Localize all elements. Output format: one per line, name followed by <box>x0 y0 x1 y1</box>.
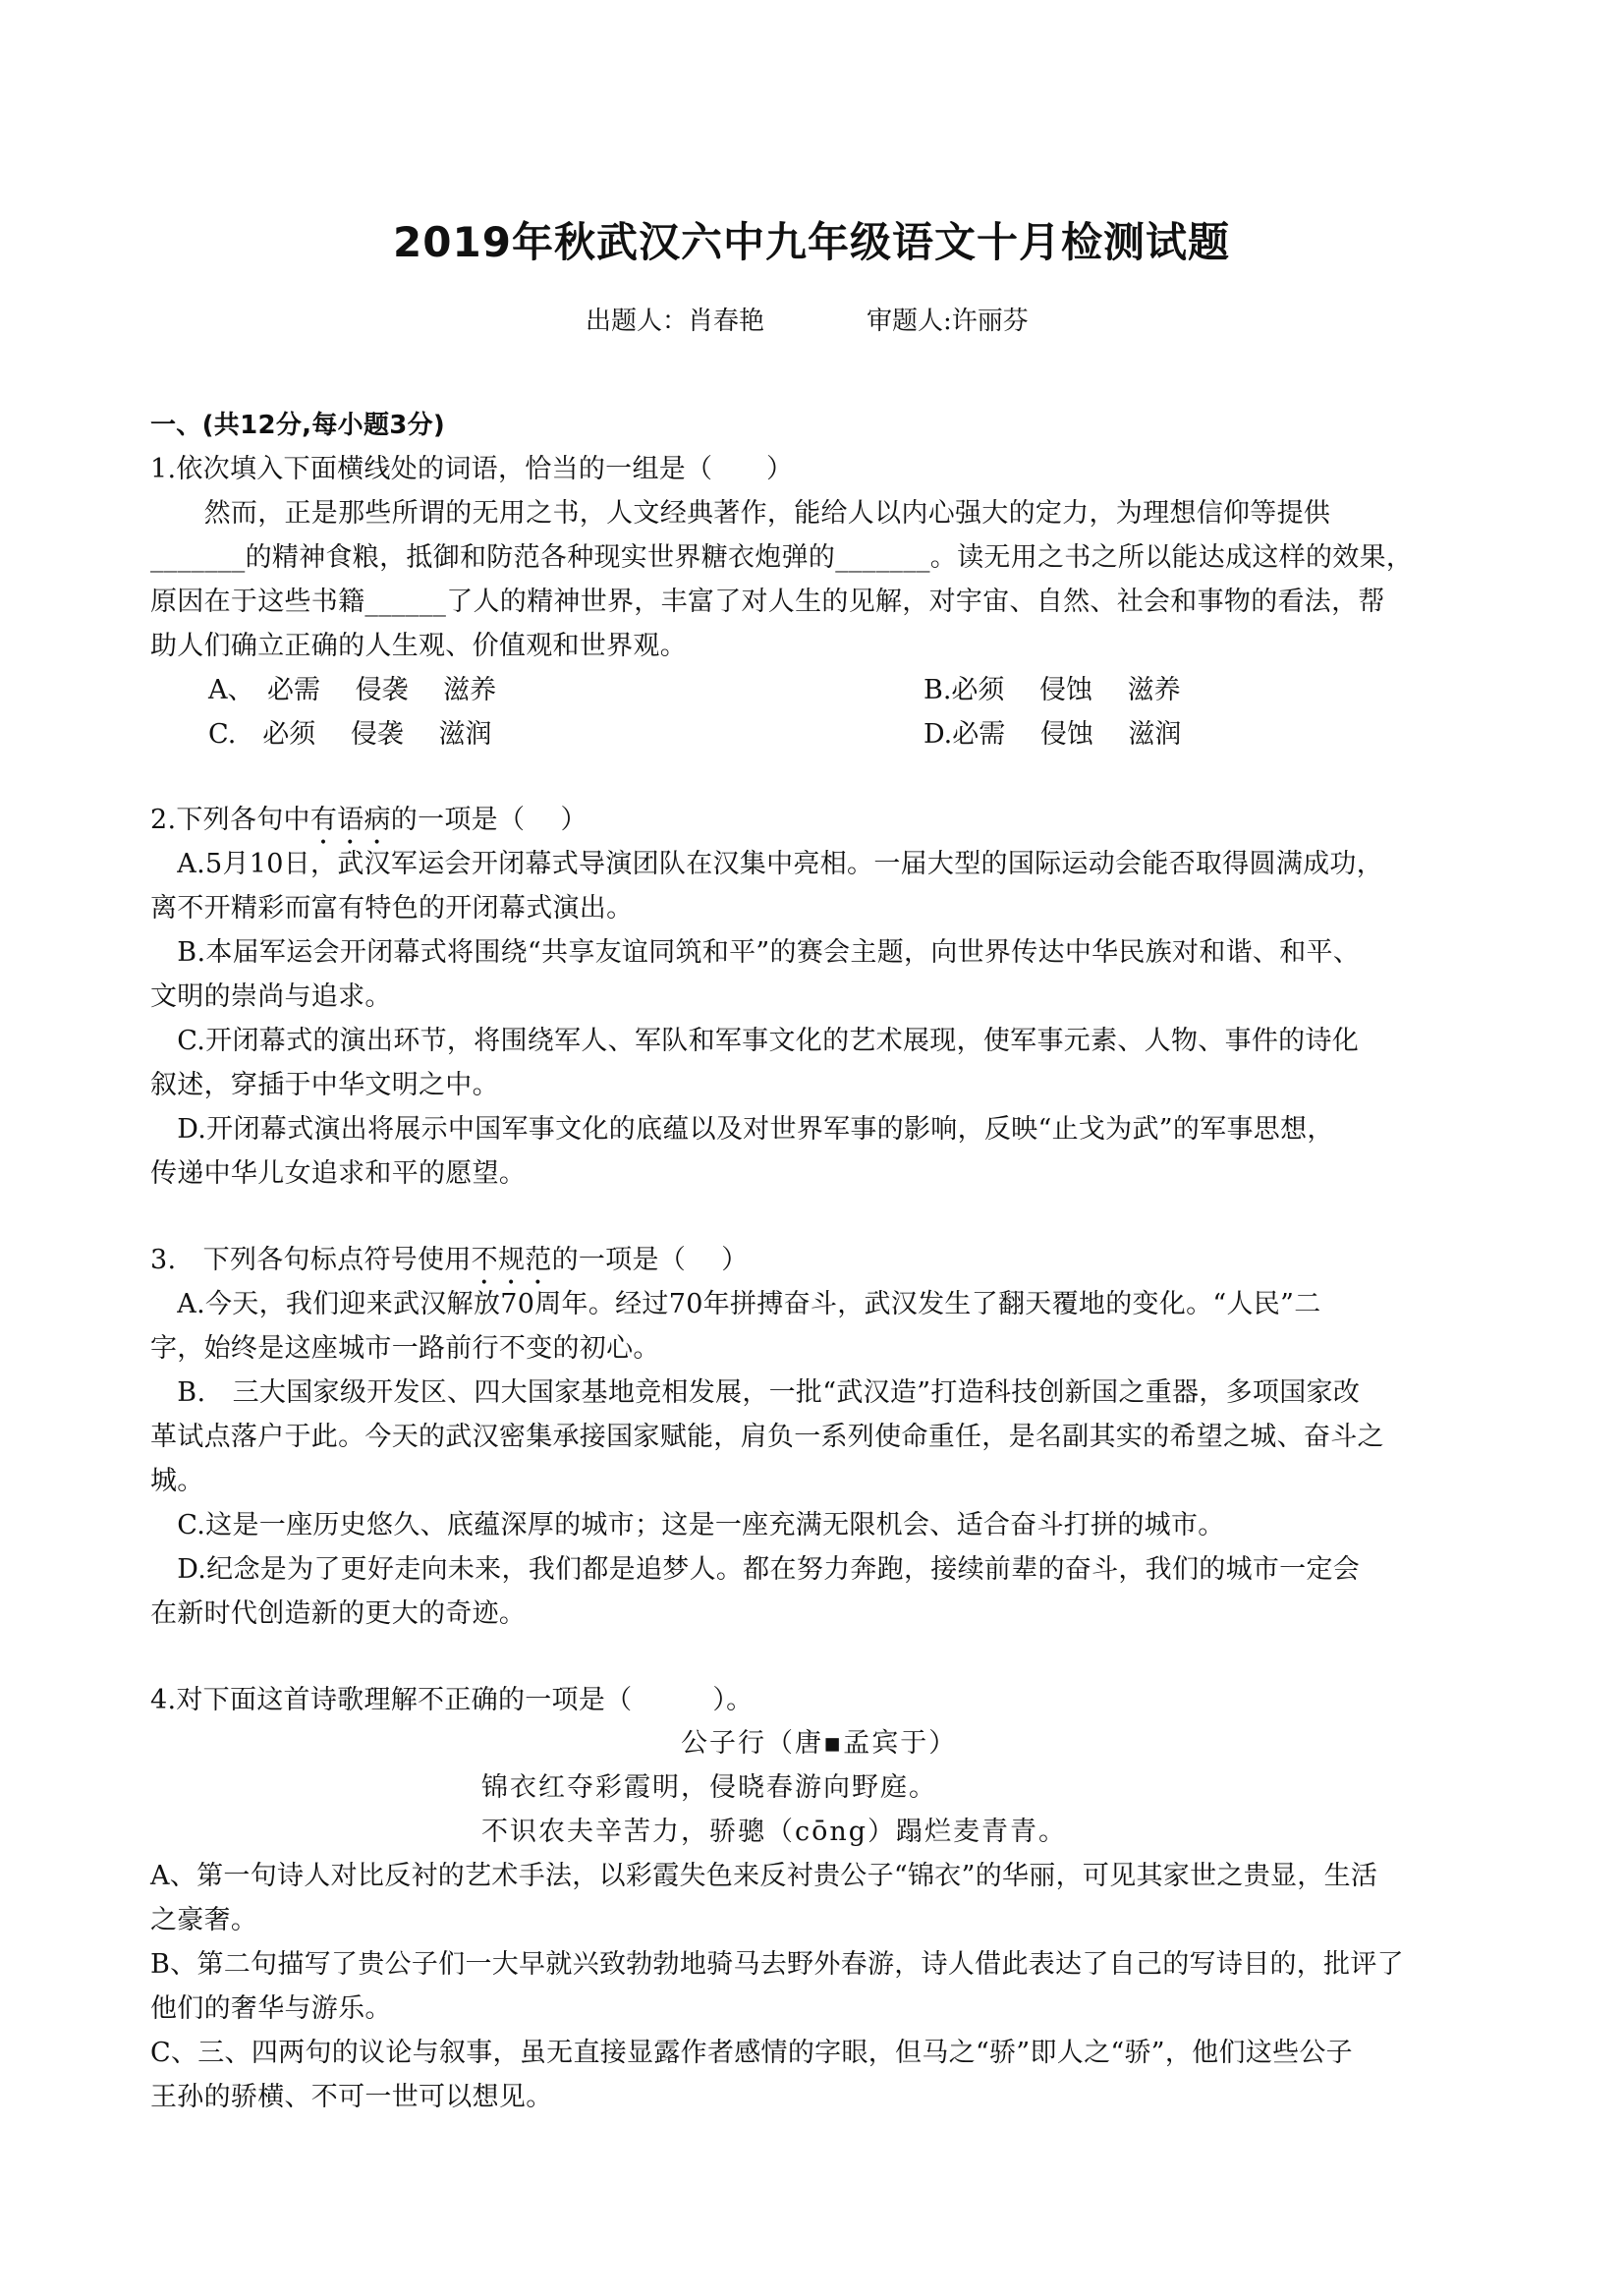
question-1-passage-line: 原因在于这些书籍______了人的精神世界，丰富了对人生的见解，对宇宙、自然、社会和事物的看法，帮 <box>150 587 1385 617</box>
question-2-stem: 2.下列各句中有语病的一项是（ ） <box>150 805 588 835</box>
question-4-line: 王孙的骄横、不可一世可以想见。 <box>150 2082 553 2112</box>
question-1-passage-line: 然而，正是那些所谓的无用之书，人文经典著作，能给人以内心强大的定力，为理想信仰等提供 <box>150 498 1331 529</box>
question-2-line: C.开闭幕式的演出环节，将围绕军人、军队和军事文化的艺术展现，使军事元素、人物、事件的诗化 <box>150 1026 1360 1056</box>
question-3-line: 字，始终是这座城市一路前行不变的初心。 <box>150 1333 660 1364</box>
question-1-passage-line: _______的精神食粮，抵御和防范各种现实世界糖衣炮弹的_______。读无用之书之所以能达成这样的效果， <box>150 542 1414 573</box>
question-4-line: 他们的奢华与游乐。 <box>150 1993 392 2024</box>
question-reviewer: 审题人:许丽芬 <box>867 307 1029 336</box>
question-4-line: 之豪奢。 <box>150 1905 258 1935</box>
poem-title: 公子行（唐▪孟宾于） <box>681 1728 958 1759</box>
question-4-stem: 4.对下面这首诗歌理解不正确的一项是（ ）。 <box>150 1685 754 1715</box>
question-3-line: 在新时代创造新的更大的奇迹。 <box>150 1598 527 1629</box>
question-2-line: 叙述，穿插于中华文明之中。 <box>150 1070 499 1100</box>
question-1-option-c: C. 必须 侵袭 滋润 <box>208 719 492 750</box>
question-1-option-d: D.必需 侵蚀 滋润 <box>923 719 1182 750</box>
question-3-line: A.今天，我们迎来武汉解放70周年。经过70年拼搏奋斗，武汉发生了翻天覆地的变化。“人民”二 <box>150 1289 1321 1319</box>
question-2-line: 传递中华儿女追求和平的愿望。 <box>150 1158 527 1189</box>
author-info <box>586 301 1029 337</box>
question-3-line: C.这是一座历史悠久、底蕴深厚的城市；这是一座充满无限机会、适合奋斗打拼的城市。 <box>150 1510 1225 1540</box>
question-1-passage-line: 助人们确立正确的人生观、价值观和世界观。 <box>150 631 687 661</box>
emphasis-text: 有语病 <box>309 805 391 835</box>
question-1-option-a: A、 必需 侵袭 滋养 <box>208 675 497 705</box>
poem-line: 锦衣红夺彩霞明，侵晓春游向野庭。 <box>481 1772 937 1803</box>
question-2-line: 离不开精彩而富有特色的开闭幕式演出。 <box>150 893 634 924</box>
exam-title: 2019年秋武汉六中九年级语文十月检测试题 <box>393 218 1230 266</box>
emphasis-text: 不规范 <box>471 1245 552 1275</box>
question-2-line: B.本届军运会开闭幕式将围绕“共享友谊同筑和平”的赛会主题，向世界传达中华民族对和谐、和平、 <box>150 937 1361 968</box>
question-3-line: D.纪念是为了更好走向未来，我们都是追梦人。都在努力奔跑，接续前辈的奋斗，我们的城市一定会 <box>150 1554 1361 1585</box>
poem-line: 不识农夫辛苦力，骄骢（cōng）蹋烂麦青青。 <box>481 1817 1068 1847</box>
question-4-line: A、第一句诗人对比反衬的艺术手法，以彩霞失色来反衬贵公子“锦衣”的华丽，可见其家世之贵显，生活 <box>150 1861 1378 1891</box>
question-4-line: B、第二句描写了贵公子们一大早就兴致勃勃地骑马去野外春游，诗人借此表达了自己的写诗目的，批评了 <box>150 1949 1404 1980</box>
question-3-line: 革试点落户于此。今天的武汉密集承接国家赋能，肩负一系列使命重任，是名副其实的希望之城、奋斗之 <box>150 1422 1384 1452</box>
question-1-stem: 1.依次填入下面横线处的词语，恰当的一组是（ ） <box>150 454 794 484</box>
question-2-line: A.5月10日，武汉军运会开闭幕式导演团队在汉集中亮相。一届大型的国际运动会能否取得圆满成功， <box>150 849 1384 879</box>
section-heading: 一、(共12分,每小题3分) <box>150 411 446 440</box>
question-1-option-b: B.必须 侵蚀 滋养 <box>923 675 1181 705</box>
question-4-line: C、三、四两句的议论与叙事，虽无直接显露作者感情的字眼，但马之“骄”即人之“骄”，他们这些公子 <box>150 2038 1353 2068</box>
question-2-line: 文明的崇尚与追求。 <box>150 981 392 1012</box>
question-3-line: B. 三大国家级开发区、四大国家基地竞相发展，一批“武汉造”打造科技创新国之重器，多项国家改 <box>150 1377 1361 1408</box>
question-setter: 出题人：肖春艳 <box>586 307 765 336</box>
question-2-line: D.开闭幕式演出将展示中国军事文化的底蕴以及对世界军事的影响，反映“止戈为武”的军事思想， <box>150 1114 1334 1145</box>
question-3-line: 城。 <box>150 1466 204 1496</box>
question-3-stem: 3. 下列各句标点符号使用不规范的一项是（ ） <box>150 1245 749 1275</box>
